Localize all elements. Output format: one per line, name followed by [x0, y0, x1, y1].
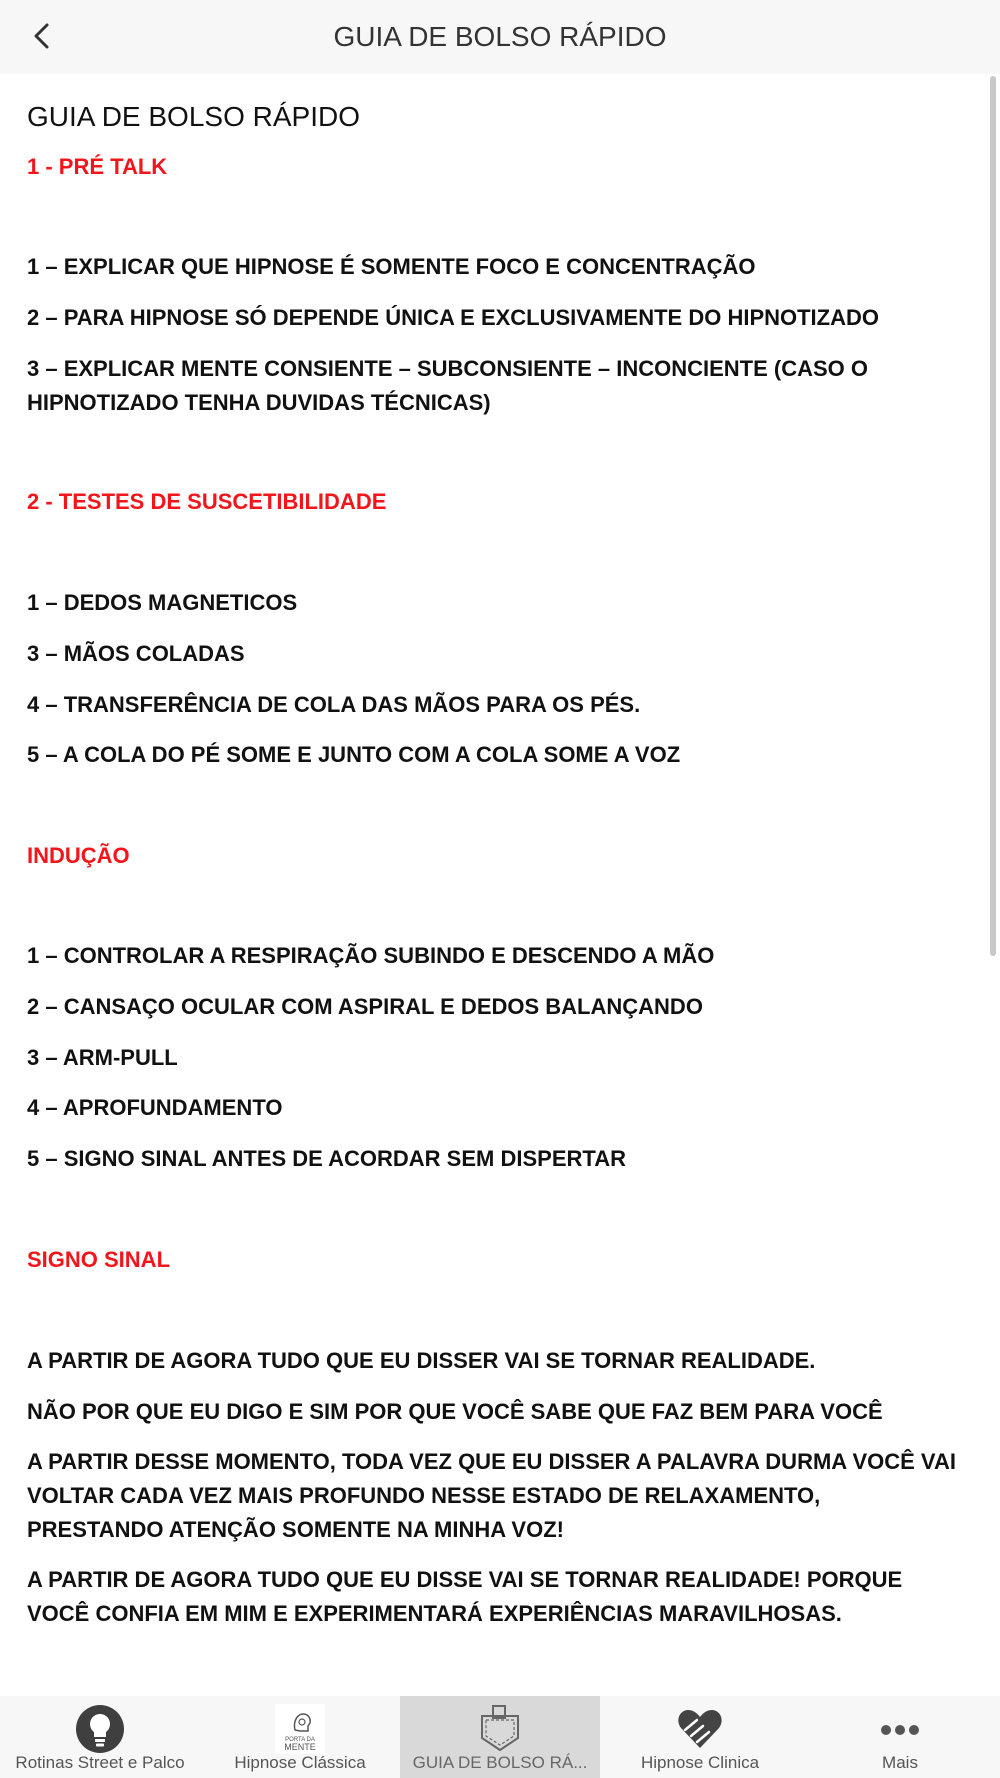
page-heading: GUIA DE BOLSO RÁPIDO [27, 101, 360, 132]
svg-text:MENTE: MENTE [284, 1742, 316, 1752]
list-item: A PARTIR DE AGORA TUDO QUE EU DISSER VAI SE TORNAR REALIDADE. [27, 1348, 816, 1373]
list-item: 5 – A COLA DO PÉ SOME E JUNTO COM A COLA SOME A VOZ [27, 742, 681, 767]
list-item: 1 – EXPLICAR QUE HIPNOSE É SOMENTE FOCO E CONCENTRAÇÃO [27, 254, 756, 279]
lightbulb-icon [75, 1704, 125, 1754]
tab-rotinas-street-e-palco[interactable] [0, 1696, 200, 1778]
back-button[interactable] [20, 14, 64, 58]
more-dots-icon [875, 1704, 925, 1754]
header-title: GUIA DE BOLSO RÁPIDO [333, 21, 667, 52]
list-item: NÃO POR QUE EU DIGO E SIM POR QUE VOCÊ SABE QUE FAZ BEM PARA VOCÊ [27, 1399, 883, 1424]
heart-hands-icon [675, 1704, 725, 1754]
scrollbar[interactable] [990, 76, 996, 956]
bottom-tab-bar [0, 1696, 1000, 1778]
list-item: 1 – CONTROLAR A RESPIRAÇÃO SUBINDO E DESCENDO A MÃO [27, 943, 715, 968]
section-title-testes: 2 - TESTES DE SUSCETIBILIDADE [27, 489, 387, 514]
list-item: 5 – SIGNO SINAL ANTES DE ACORDAR SEM DISPERTAR [27, 1146, 626, 1171]
tab-label: Mais [882, 1753, 918, 1772]
porta-da-mente-logo [275, 1704, 325, 1754]
list-item: 4 – APROFUNDAMENTO [27, 1095, 283, 1120]
list-item: 1 – DEDOS MAGNETICOS [27, 590, 298, 615]
list-item: A PARTIR DE AGORA TUDO QUE EU DISSE VAI SE TORNAR REALIDADE! PORQUE VOCÊ CONFIA EM MIM E EXPERIMENTARÁ EXPERIÊNCIAS MARAVILHOSAS. [27, 1567, 903, 1626]
tab-mais[interactable] [800, 1696, 1000, 1778]
list-item: 2 – PARA HIPNOSE SÓ DEPENDE ÚNICA E EXCLUSIVAMENTE DO HIPNOTIZADO [27, 305, 879, 330]
section-title-signo-sinal: SIGNO SINAL [27, 1247, 171, 1272]
tab-label: Hipnose Clinica [640, 1753, 760, 1772]
chevron-left-icon [30, 21, 54, 51]
list-item: 3 – MÃOS COLADAS [27, 641, 245, 666]
tab-label: Rotinas Street e Palco [15, 1753, 185, 1772]
section-title-inducao: INDUÇÃO [27, 843, 130, 868]
pocket-icon [475, 1704, 525, 1754]
list-item: A PARTIR DESSE MOMENTO, TODA VEZ QUE EU DISSER A PALAVRA DURMA VOCÊ VAI VOLTAR CADA VEZ MAIS PROFUNDO NESSE ESTADO DE RELAXAMENTO, PRESTANDO ATENÇÃO SOMENTE NA MINHA VOZ! [27, 1449, 956, 1542]
tab-label: GUIA DE BOLSO RÁ... [412, 1753, 588, 1772]
tab-guia-de-bolso[interactable] [400, 1696, 600, 1778]
top-app-bar [0, 0, 1000, 74]
section-title-pre-talk: 1 - PRÉ TALK [27, 154, 168, 179]
tab-hipnose-clinica[interactable] [600, 1696, 800, 1778]
list-item: 3 – EXPLICAR MENTE CONSIENTE – SUBCONSIENTE – INCONCIENTE (CASO O HIPNOTIZADO TENHA DUVIDAS TÉCNICAS) [27, 356, 869, 415]
list-item: 3 – ARM-PULL [27, 1045, 178, 1070]
list-item: 4 – TRANSFERÊNCIA DE COLA DAS MÃOS PARA OS PÉS. [27, 692, 641, 717]
svg-text:PORTA DA: PORTA DA [285, 1737, 315, 1743]
list-item: 2 – CANSAÇO OCULAR COM ASPIRAL E DEDOS BALANÇANDO [27, 994, 703, 1019]
tab-label: Hipnose Clássica [234, 1753, 366, 1772]
tab-hipnose-classica[interactable] [200, 1696, 400, 1778]
